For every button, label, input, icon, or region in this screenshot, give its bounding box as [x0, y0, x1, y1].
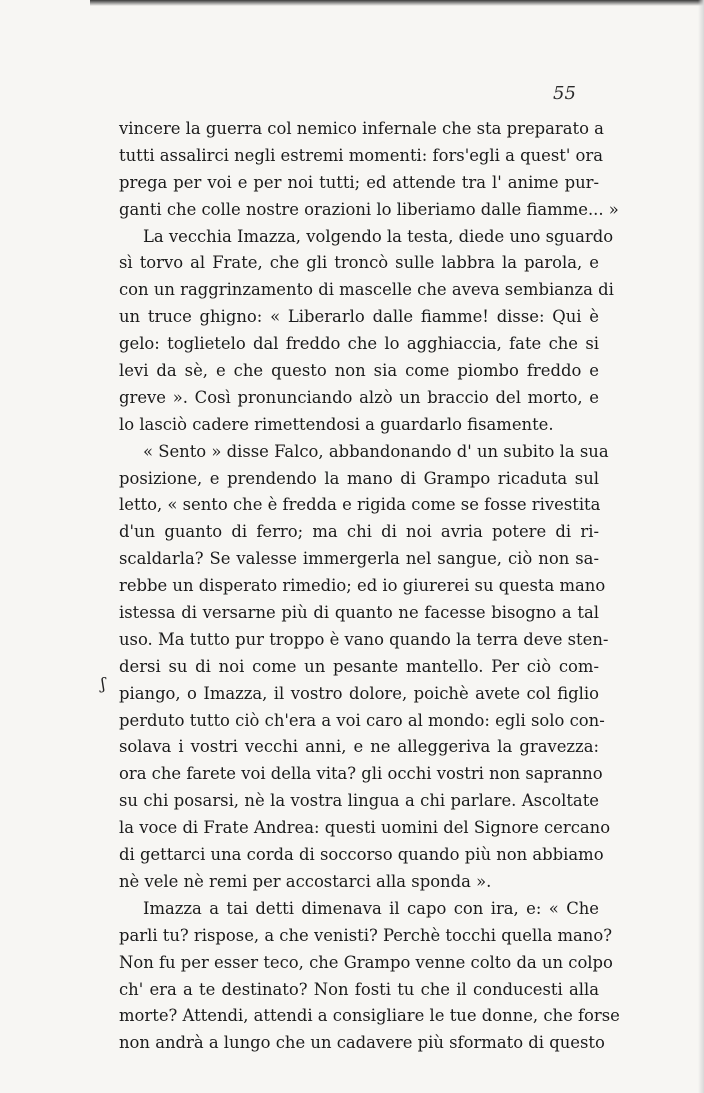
text-line: tutti assalirci negli estremi momenti: fors'egli a quest' ora: [119, 145, 604, 165]
text-line: levi da sè, e che questo non sia come piombo freddo e: [119, 361, 599, 381]
text-line: piango, o Imazza, il vostro dolore, poichè avete col figlio: [119, 683, 599, 703]
text-line: greve ». Così pronunciando alzò un braccio del morto, e: [119, 387, 599, 407]
text-line: nè vele nè remi per accostarci alla sponda ».: [119, 871, 492, 891]
text-line: Non fu per esser teco, che Grampo venne colto da un colpo: [119, 952, 613, 972]
text-line: ganti che colle nostre orazioni lo liberiamo dalle fiamme... »: [119, 199, 619, 219]
text-line: « Sento » disse Falco, abbandonando d' un subito la sua: [143, 441, 609, 461]
text-line: non andrà a lungo che un cadavere più sformato di questo: [119, 1033, 605, 1053]
text-line: solava i vostri vecchi anni, e ne alleggeriva la gravezza:: [119, 737, 599, 757]
text-line: lo lasciò cadere rimettendosi a guardarlo fisamente.: [119, 414, 554, 434]
text-line: istessa di versarne più di quanto ne facesse bisogno a tal: [119, 603, 599, 623]
page-right-shadow: [698, 0, 704, 1093]
text-line: vincere la guerra col nemico infernale che sta preparato a: [119, 119, 604, 138]
text-line: letto, « sento che è fredda e rigida come se fosse rivestita: [119, 495, 601, 515]
body-text: [119, 116, 620, 1057]
text-line: d'un guanto di ferro; ma chi di noi avria potere di ri-: [119, 522, 599, 542]
text-line: uso. Ma tutto pur troppo è vano quando la terra deve sten-: [119, 629, 609, 649]
text-line: su chi posarsi, nè la vostra lingua a chi parlare. Ascoltate: [119, 791, 599, 811]
page-number: 55: [553, 83, 576, 104]
text-line: dersi su di noi come un pesante mantello. Per ciò com-: [119, 656, 599, 676]
text-line: un truce ghigno: « Liberarlo dalle fiamme! disse: Qui è: [119, 307, 599, 327]
text-line: rebbe un disperato rimedio; ed io giurerei su questa mano: [119, 576, 606, 596]
page-top-shadow: [90, 0, 704, 6]
text-line: parli tu? rispose, a che venisti? Perchè tocchi quella mano?: [119, 925, 612, 945]
text-line: gelo: toglietelo dal freddo che lo agghiaccia, fate che si: [119, 334, 599, 354]
text-line: ch' era a te destinato? Non fosti tu che il conducesti alla: [119, 979, 599, 999]
text-line: posizione, e prendendo la mano di Grampo ricaduta sul: [119, 468, 599, 488]
margin-mark: ʃ: [101, 674, 106, 693]
text-line: morte? Attendi, attendi a consigliare le tue donne, che forse: [119, 1006, 620, 1026]
text-line: prega per voi e per noi tutti; ed attende tra l' anime pur-: [119, 172, 599, 192]
text-line: la voce di Frate Andrea: questi uomini del Signore cercano: [119, 818, 611, 838]
text-line: ora che farete voi della vita? gli occhi vostri non sapranno: [119, 764, 603, 784]
text-line: La vecchia Imazza, volgendo la testa, diede uno sguardo: [143, 226, 614, 246]
text-line: scaldarla? Se valesse immergerla nel sangue, ciò non sa-: [119, 549, 599, 569]
text-line: Imazza a tai detti dimenava il capo con ira, e: « Che: [143, 898, 599, 918]
text-line: perduto tutto ciò ch'era a voi caro al mondo: egli solo con-: [119, 710, 605, 730]
text-line: con un raggrinzamento di mascelle che aveva sembianza di: [119, 280, 614, 300]
text-line: sì torvo al Frate, che gli troncò sulle labbra la parola, e: [119, 253, 599, 273]
text-line: di gettarci una corda di soccorso quando più non abbiamo: [119, 845, 604, 865]
